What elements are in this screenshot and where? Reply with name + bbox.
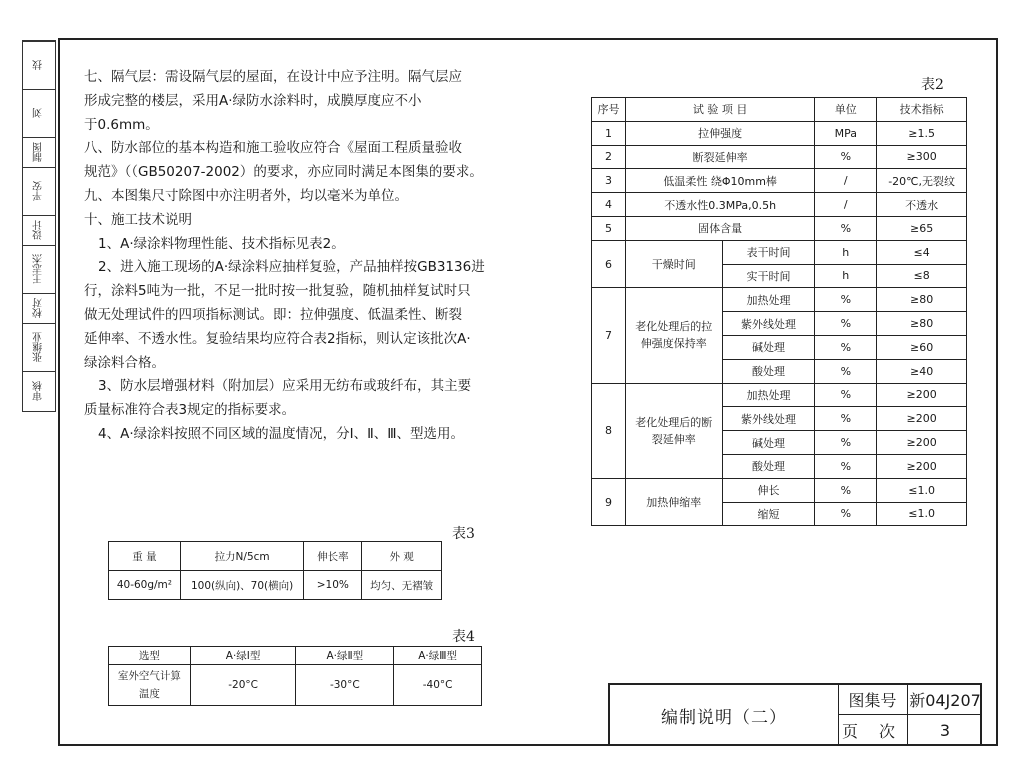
atlas-number-value: 新04J207 bbox=[908, 685, 982, 715]
table3-cell: 均匀、无褶皱 bbox=[362, 571, 442, 600]
table2-cell: 9 bbox=[592, 478, 626, 526]
table2-header: 序号 bbox=[592, 98, 626, 122]
table2-cell: ≤4 bbox=[877, 240, 967, 264]
table2-row bbox=[592, 240, 967, 264]
table2-cell: 1 bbox=[592, 121, 626, 145]
note-line: 规范》（（GB50207-2002）的要求，亦应同时满足本图集的要求。 bbox=[84, 164, 483, 181]
table2-cell: 干燥时间 bbox=[625, 240, 722, 288]
table2-cell: ≥65 bbox=[877, 216, 967, 240]
table2-cell: 加热处理 bbox=[722, 383, 815, 407]
table4-row bbox=[109, 665, 482, 706]
table2-cell: % bbox=[815, 145, 877, 169]
table4-header-row bbox=[109, 647, 482, 665]
note-line: 做无处理试件的四项指标测试。即：拉伸强度、低温柔性、断裂 bbox=[84, 306, 462, 323]
table2-cell: ≤8 bbox=[877, 264, 967, 288]
drawing-title: 编制说明（二） bbox=[610, 685, 839, 745]
table2-row bbox=[592, 216, 967, 240]
table2-cell: h bbox=[815, 240, 877, 264]
table2-cell: 断裂延伸率 bbox=[625, 145, 814, 169]
signature-text: 平安 bbox=[33, 181, 45, 202]
table2-cell: 紫外线处理 bbox=[722, 407, 815, 431]
table3-header-row bbox=[109, 542, 442, 571]
table2-cell: ≥60 bbox=[877, 335, 967, 359]
note-line: 于0.6mm。 bbox=[84, 116, 159, 133]
table2-cell: % bbox=[815, 407, 877, 431]
table3-header: 外 观 bbox=[362, 542, 442, 571]
note-line: 十、施工技术说明 bbox=[84, 211, 192, 228]
signature-text: 技 bbox=[33, 60, 45, 71]
table3-cell: 40-60g/m² bbox=[109, 571, 181, 600]
table4-header: A·绿Ⅱ型 bbox=[296, 647, 394, 665]
table3 bbox=[108, 541, 442, 600]
notes-body bbox=[84, 66, 539, 447]
table2-cell: 老化处理后的拉伸强度保持率 bbox=[625, 288, 722, 383]
table2-cell: % bbox=[815, 312, 877, 336]
signature-cell bbox=[23, 293, 55, 323]
table2-cell: 酸处理 bbox=[722, 359, 815, 383]
signature-text: 王志杰 bbox=[33, 254, 45, 285]
table2-header-row bbox=[592, 98, 967, 122]
table2-cell: % bbox=[815, 288, 877, 312]
signature-text: 校对 bbox=[33, 298, 45, 319]
table2-cell: / bbox=[815, 193, 877, 217]
note-line: 行，涂料5吨为一批，不足一批时按一批复验，随机抽样复试时只 bbox=[84, 283, 471, 300]
table2-cell: 不透水 bbox=[877, 193, 967, 217]
title-block bbox=[608, 683, 982, 745]
table2-cell: % bbox=[815, 216, 877, 240]
table2-cell: % bbox=[815, 502, 877, 526]
table2-cell: ≥200 bbox=[877, 454, 967, 478]
table2-cell: ≥200 bbox=[877, 431, 967, 455]
table4-caption: 表4 bbox=[452, 629, 475, 645]
table2-header: 单位 bbox=[815, 98, 877, 122]
table3-header: 重 量 bbox=[109, 542, 181, 571]
table2-cell: 固体含量 bbox=[625, 216, 814, 240]
table2-cell: 2 bbox=[592, 145, 626, 169]
table2-cell: % bbox=[815, 431, 877, 455]
table2-cell: ≥200 bbox=[877, 383, 967, 407]
table2-cell: ≥300 bbox=[877, 145, 967, 169]
signature-cell bbox=[23, 215, 55, 245]
signature-text: 审核 bbox=[33, 381, 45, 402]
atlas-number-label: 图集号 bbox=[838, 685, 908, 715]
table2-cell: 紫外线处理 bbox=[722, 312, 815, 336]
table3-caption: 表3 bbox=[452, 526, 475, 542]
table2-cell: 拉伸强度 bbox=[625, 121, 814, 145]
table3-header: 伸长率 bbox=[304, 542, 362, 571]
signature-cell bbox=[23, 323, 55, 371]
table2-cell: 酸处理 bbox=[722, 454, 815, 478]
table2-cell: ≥80 bbox=[877, 312, 967, 336]
table2-row bbox=[592, 145, 967, 169]
table2-cell: 加热处理 bbox=[722, 288, 815, 312]
signature-cell bbox=[23, 41, 55, 89]
signature-cell bbox=[23, 137, 55, 167]
signature-cell bbox=[23, 371, 55, 411]
table2-cell: ≥1.5 bbox=[877, 121, 967, 145]
table3-header: 拉力N/5cm bbox=[180, 542, 304, 571]
signature-text: 刘 bbox=[33, 108, 45, 119]
table2-cell: h bbox=[815, 264, 877, 288]
table3-cell: >10% bbox=[304, 571, 362, 600]
table2-cell: % bbox=[815, 335, 877, 359]
note-line: 4、A·绿涂料按照不同区域的温度情况，分Ⅰ、Ⅱ、Ⅲ、型选用。 bbox=[98, 425, 465, 442]
table2-row bbox=[592, 383, 967, 407]
table3-row bbox=[109, 571, 442, 600]
table2-header: 试 验 项 目 bbox=[625, 98, 814, 122]
table2-cell: ≥80 bbox=[877, 288, 967, 312]
table2-cell: 加热伸缩率 bbox=[625, 478, 722, 526]
table2-cell: 缩短 bbox=[722, 502, 815, 526]
note-line: 3、防水层增强材料（附加层）应采用无纺布或玻纤布，其主要 bbox=[98, 378, 472, 395]
page-number-label: 页 次 bbox=[838, 715, 908, 745]
note-line: 延伸率、不透水性。复验结果均应符合表2指标，则认定该批次A· bbox=[84, 330, 471, 347]
table2-row bbox=[592, 169, 967, 193]
note-line: 绿涂料合格。 bbox=[84, 354, 165, 371]
table2-row bbox=[592, 193, 967, 217]
signature-text: 设计 bbox=[33, 220, 45, 241]
table4-header: A·绿Ⅰ型 bbox=[190, 647, 296, 665]
note-line: 2、进入施工现场的A·绿涂料应抽样复验，产品抽样按GB3136进 bbox=[98, 259, 485, 276]
table4-cell: -20°C bbox=[190, 665, 296, 706]
table2-cell: 6 bbox=[592, 240, 626, 288]
table2-cell: 4 bbox=[592, 193, 626, 217]
table2-row bbox=[592, 121, 967, 145]
signature-cell bbox=[23, 167, 55, 215]
table2-cell: -20℃,无裂纹 bbox=[877, 169, 967, 193]
table2-cell: 老化处理后的断裂延伸率 bbox=[625, 383, 722, 478]
table2-cell: ≤1.0 bbox=[877, 502, 967, 526]
table3-cell: 100(纵向)、70(横向) bbox=[180, 571, 304, 600]
table2-header: 技术指标 bbox=[877, 98, 967, 122]
table2-cell: ≥40 bbox=[877, 359, 967, 383]
table2-cell: 表干时间 bbox=[722, 240, 815, 264]
table2-cell: % bbox=[815, 359, 877, 383]
table2-cell: 5 bbox=[592, 216, 626, 240]
signature-cell bbox=[23, 245, 55, 293]
table2-cell: 碱处理 bbox=[722, 335, 815, 359]
signature-column bbox=[22, 40, 56, 412]
table2-caption: 表2 bbox=[921, 77, 944, 93]
note-line: 八、防水部位的基本构造和施工验收应符合《屋面工程质量验收 bbox=[84, 140, 462, 157]
table2-cell: MPa bbox=[815, 121, 877, 145]
table2-cell: 7 bbox=[592, 288, 626, 383]
table2-cell: % bbox=[815, 478, 877, 502]
table4 bbox=[108, 646, 482, 706]
table2-row bbox=[592, 288, 967, 312]
table2-cell: ≤1.0 bbox=[877, 478, 967, 502]
table2-cell: 碱处理 bbox=[722, 431, 815, 455]
signature-text: 制图 bbox=[33, 142, 45, 163]
table2-cell: ≥200 bbox=[877, 407, 967, 431]
signature-text: 张继业 bbox=[33, 332, 45, 363]
table2-cell: % bbox=[815, 383, 877, 407]
table2-cell: 实干时间 bbox=[722, 264, 815, 288]
page-number-value: 3 bbox=[939, 720, 951, 740]
table2-cell: 低温柔性 绕Φ10mm棒 bbox=[625, 169, 814, 193]
table4-header: 选型 bbox=[109, 647, 191, 665]
table2-cell: 不透水性0.3MPa,0.5h bbox=[625, 193, 814, 217]
table4-cell: -30°C bbox=[296, 665, 394, 706]
table2-cell: / bbox=[815, 169, 877, 193]
table2-row bbox=[592, 478, 967, 502]
table2-cell: 3 bbox=[592, 169, 626, 193]
table2-cell: % bbox=[815, 454, 877, 478]
signature-cell bbox=[23, 89, 55, 137]
note-line: 质量标准符合表3规定的指标要求。 bbox=[84, 402, 296, 419]
note-line: 七、隔气层：需设隔气层的屋面，在设计中应予注明。隔气层应 bbox=[84, 69, 462, 85]
table4-header: A·绿Ⅲ型 bbox=[394, 647, 482, 665]
table2-cell: 8 bbox=[592, 383, 626, 478]
table4-cell: -40°C bbox=[394, 665, 482, 706]
note-line: 1、A·绿涂料物理性能、技术指标见表2。 bbox=[98, 235, 345, 252]
table2 bbox=[591, 97, 967, 526]
note-line: 形成完整的楼层，采用A·绿防水涂料时，成膜厚度应不小 bbox=[84, 92, 422, 109]
note-line: 九、本图集尺寸除图中亦注明者外，均以毫米为单位。 bbox=[84, 187, 408, 204]
table2-cell: 伸长 bbox=[722, 478, 815, 502]
table4-row-label: 室外空气计算温度 bbox=[109, 665, 191, 706]
